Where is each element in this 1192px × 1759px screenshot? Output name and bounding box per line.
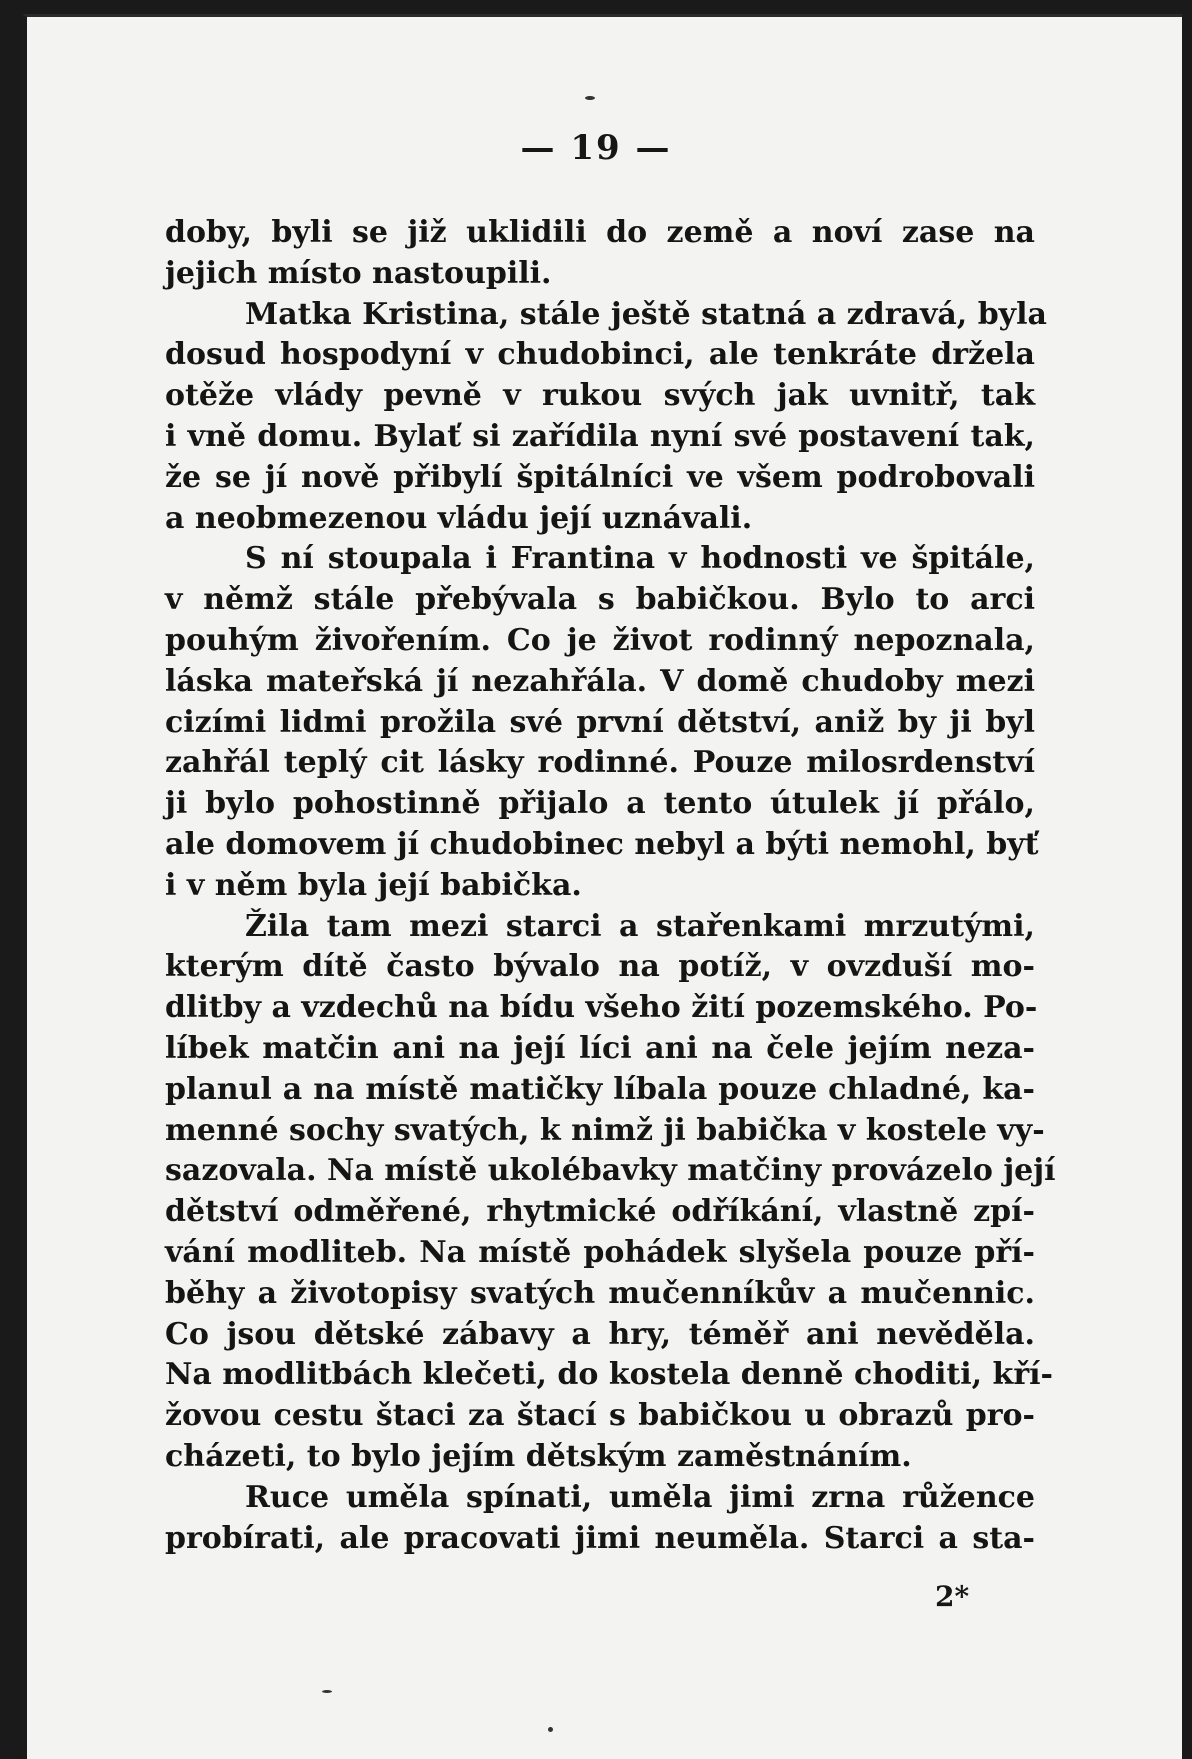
text-line: a neobmezenou vládu její uznávali. <box>165 500 753 536</box>
text-line: planul a na místě matičky líbala pouze chladné, ka- <box>165 1071 1035 1107</box>
text-line: líbek matčin ani na její líci ani na čele jejím neza- <box>165 1030 1035 1066</box>
text-line: doby, byli se již uklidili do země a noví zase na <box>165 215 1035 250</box>
body-text <box>165 213 1056 1559</box>
text-line: Na modlitbách klečeti, do kostela denně choditi, kří- <box>165 1357 1053 1393</box>
text-line: dlitby a vzdechů na bídu všeho žití pozemského. Po- <box>165 990 1038 1026</box>
page-number: — 19 — <box>520 128 672 168</box>
scan-speck <box>322 1690 332 1693</box>
signature-mark: 2* <box>935 1580 970 1613</box>
text-line: žovou cestu štaci za štací s babičkou u obrazů pro- <box>165 1398 1035 1434</box>
text-line: vání modliteb. Na místě pohádek slyšela pouze pří- <box>165 1234 1035 1270</box>
text-line: cizími lidmi prožila své první dětství, aniž by ji byl <box>165 704 1035 740</box>
text-line: i vně domu. Bylať si zařídila nyní své postavení tak, <box>165 418 1035 454</box>
text-line: probírati, ale pracovati jimi neuměla. Starci a sta- <box>165 1520 1035 1556</box>
text-line: menné sochy svatých, k nimž ji babička v kostele vy- <box>165 1112 1045 1148</box>
text-line: kterým dítě často bývalo na potíž, v ovzduší mo- <box>165 949 1035 985</box>
text-line: otěže vlády pevně v rukou svých jak uvnitř, tak <box>165 378 1035 414</box>
text-line: Co jsou dětské zábavy a hry, téměř ani nevěděla. <box>165 1316 1035 1352</box>
text-line: dětství odměřené, rhytmické odříkání, vlastně zpí- <box>165 1194 1035 1230</box>
text-line: Matka Kristina, stále ještě statná a zdravá, byla <box>245 296 1047 332</box>
text-line: dosud hospodyní v chudobinci, ale tenkráte držela <box>165 337 1035 373</box>
text-line: běhy a životopisy svatých mučenníkův a mučennic. <box>165 1275 1035 1311</box>
text-line: S ní stoupala i Frantina v hodnosti ve špitále, <box>245 541 1035 577</box>
text-line: Ruce uměla spínati, uměla jimi zrna růžence <box>245 1479 1035 1515</box>
scan-speck <box>548 1727 553 1732</box>
text-line: ji bylo pohostinně přijalo a tento útulek jí přálo, <box>165 786 1035 822</box>
text-line: v němž stále přebývala s babičkou. Bylo to arci <box>165 582 1035 618</box>
text-line: ale domovem jí chudobinec nebyl a býti nemohl, byť <box>165 826 1039 862</box>
text-line: zahřál teplý cit lásky rodinné. Pouze milosrdenství <box>165 745 1035 781</box>
text-line: láska mateřská jí nezahřála. V domě chudoby mezi <box>165 663 1035 699</box>
text-line: sazovala. Na místě ukolébavky matčiny provázelo její <box>165 1153 1056 1189</box>
text-line: jejich místo nastoupili. <box>165 255 552 291</box>
scan-speck <box>585 96 595 100</box>
text-line: že se jí nově přibylí špitálníci ve všem podrobovali <box>165 459 1035 495</box>
text-line: pouhým živořením. Co je život rodinný nepoznala, <box>165 622 1035 658</box>
text-line: i v něm byla její babička. <box>165 867 582 903</box>
text-line: cházeti, to bylo jejím dětským zaměstnáním. <box>165 1438 912 1474</box>
text-line: Žila tam mezi starci a stařenkami mrzutými, <box>245 908 1035 944</box>
